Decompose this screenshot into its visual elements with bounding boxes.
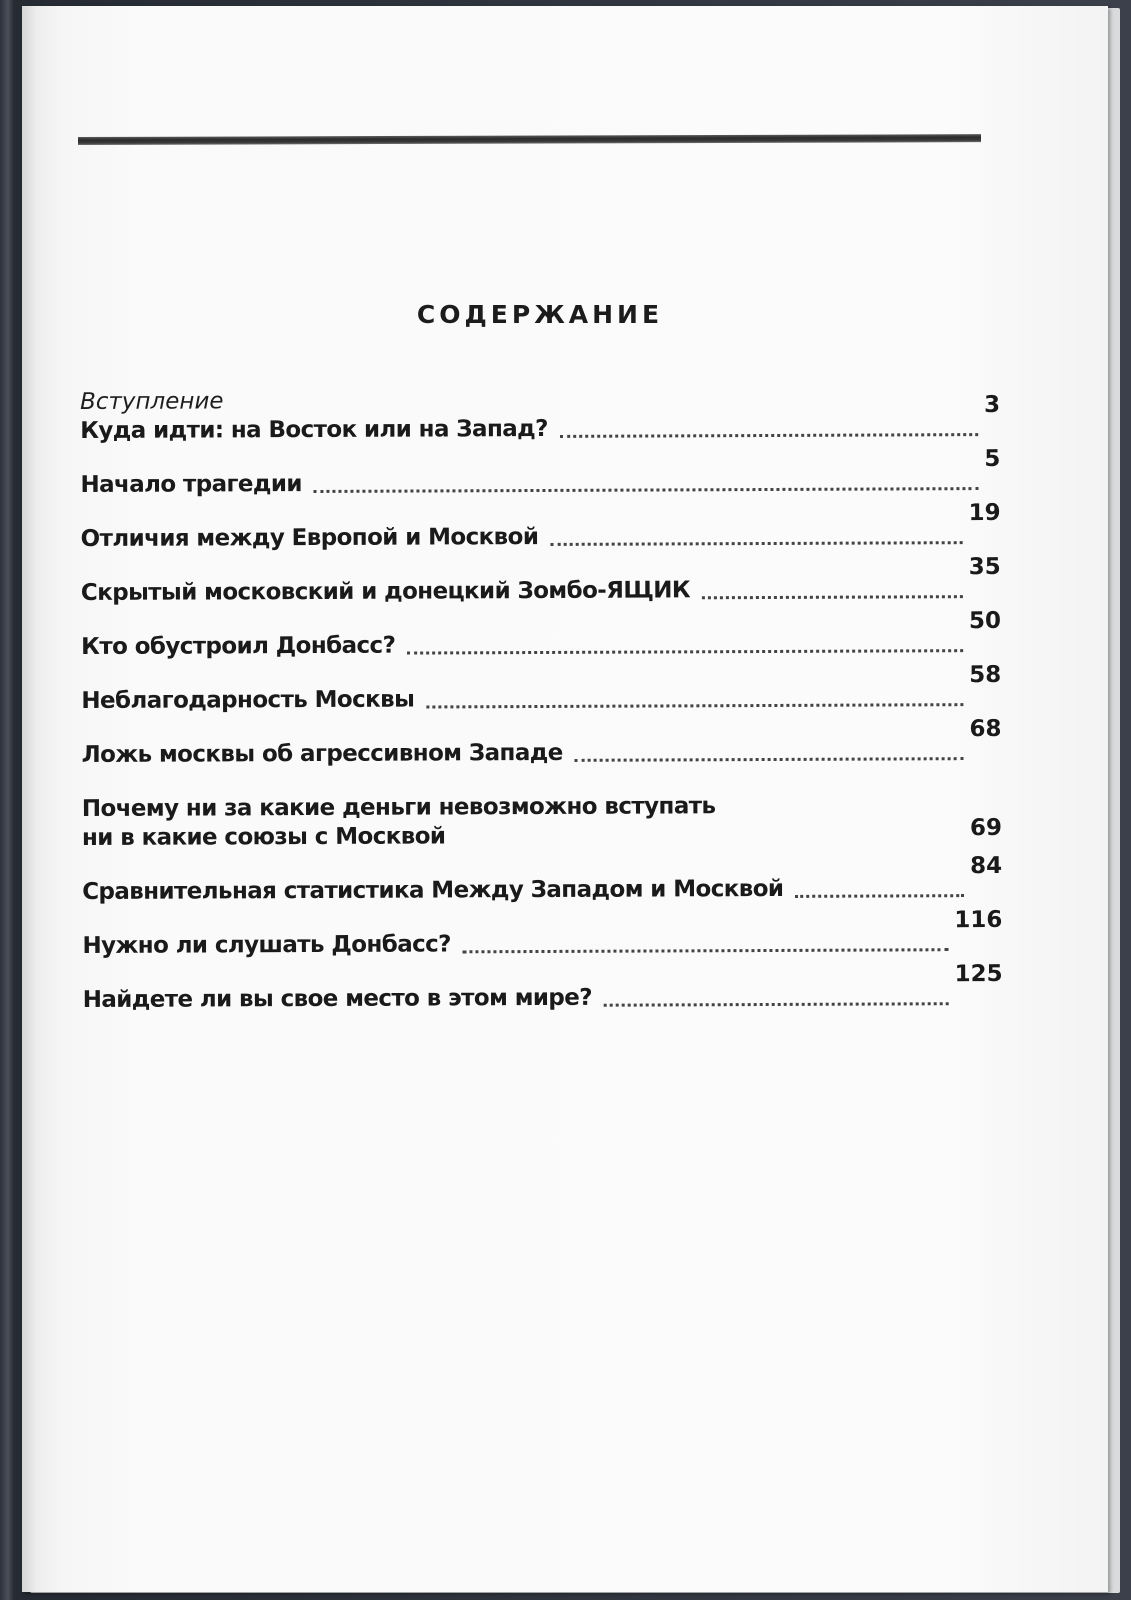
toc-entry — [80, 499, 1001, 554]
toc-entry-title: Нужно ли слушать Донбасс? — [82, 931, 451, 959]
toc-entry-title: Отличия между Европой и Москвой — [80, 524, 539, 552]
toc-entry-page: 35 — [968, 553, 1001, 581]
toc-entry-title — [82, 792, 716, 853]
toc-entry — [80, 553, 1001, 608]
toc-entry-title-line: ни в какие союзы с Москвой — [81, 823, 446, 851]
toc-entry — [82, 906, 1003, 961]
toc-leader-dots — [314, 487, 979, 493]
toc-leader-dots — [407, 649, 963, 654]
toc-entry-title: Неблагодарность Москвы — [81, 686, 415, 714]
toc-leader-dots — [560, 433, 978, 438]
toc-entry — [81, 715, 1002, 770]
toc-entry-title: Скрытый московский и донецкий Зомбо-ЯЩИК — [80, 577, 691, 606]
toc-entry — [82, 791, 1002, 853]
toc-entry-title: Кто обустроил Донбасс? — [81, 632, 396, 660]
toc-entry-page: 58 — [969, 661, 1002, 689]
toc-entry-page: 68 — [969, 715, 1002, 743]
toc-entry-page: 19 — [968, 499, 1001, 527]
toc-entry-title: Начало трагедии — [80, 471, 302, 498]
toc-leader-dots — [426, 703, 963, 708]
toc-entry-title-line: Почему ни за какие деньги невозможно вступать — [81, 793, 716, 822]
toc-entry — [82, 852, 1003, 907]
toc-entry-page: 125 — [954, 960, 1003, 988]
toc-leader-dots — [702, 595, 963, 599]
toc-entry-page: 84 — [970, 852, 1003, 880]
toc-leader-dots — [604, 1002, 949, 1007]
toc-entry — [81, 607, 1002, 662]
toc-entry — [80, 445, 1001, 500]
toc-leader-dots — [795, 894, 964, 898]
toc-entry-page: 69 — [969, 814, 1002, 842]
toc-entry-page: 5 — [984, 445, 1001, 473]
toc-heading: СОДЕРЖАНИЕ — [416, 300, 664, 329]
toc-entry-title: Ложь москвы об агрессивном Западе — [81, 739, 563, 768]
toc-entry-title: Найдете ли вы свое место в этом мире? — [82, 984, 593, 1013]
toc-leader-dots — [550, 541, 962, 546]
toc-entry-page: 116 — [954, 906, 1003, 934]
toc-leader-dots — [575, 757, 964, 762]
toc-entry-page: 3 — [984, 391, 1001, 419]
toc-entry — [82, 960, 1003, 1015]
toc-entry-title: Сравнительная статистика Между Западом и Москвой — [82, 875, 784, 905]
page-binding-edge — [22, 6, 36, 1592]
toc-leader-dots — [463, 948, 949, 953]
table-of-contents — [80, 385, 1003, 1015]
toc-entry — [81, 661, 1002, 716]
toc-entry-page: 50 — [968, 607, 1002, 635]
toc-entry-title: Куда идти: на Восток или на Запад? — [80, 415, 548, 444]
intro-label: Вступление — [80, 388, 224, 415]
